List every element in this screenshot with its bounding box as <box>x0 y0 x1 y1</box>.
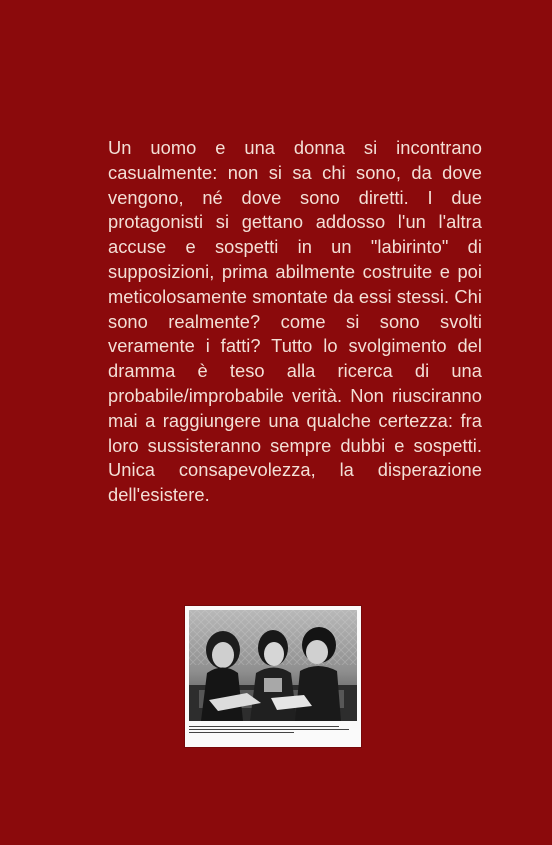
black-and-white-photo <box>189 610 357 721</box>
photo-caption-lines <box>189 725 357 735</box>
photo-frame <box>185 606 361 747</box>
photo-scene <box>189 610 357 721</box>
synopsis-text: Un uomo e una donna si incontrano casualmente: non si sa chi sono, da dove vengono, né dove sono diretti. I due protagonisti si gettano addosso l'un l'altra accuse e sospetti in un "labirinto" di supposizioni, prima abilmente costruite e poi meticolosamente smontate da essi stessi. Chi sono realmente? come si sono svolti veramente i fatti? Tutto lo svolgimento del dramma è teso alla ricerca di una probabile/improbabile verità. Non riusciranno mai a raggiungere una qualche certezza: fra loro sussisteranno sempre dubbi e sospetti. Unica consapevolezza, la disperazione dell'esistere. <box>108 137 482 506</box>
